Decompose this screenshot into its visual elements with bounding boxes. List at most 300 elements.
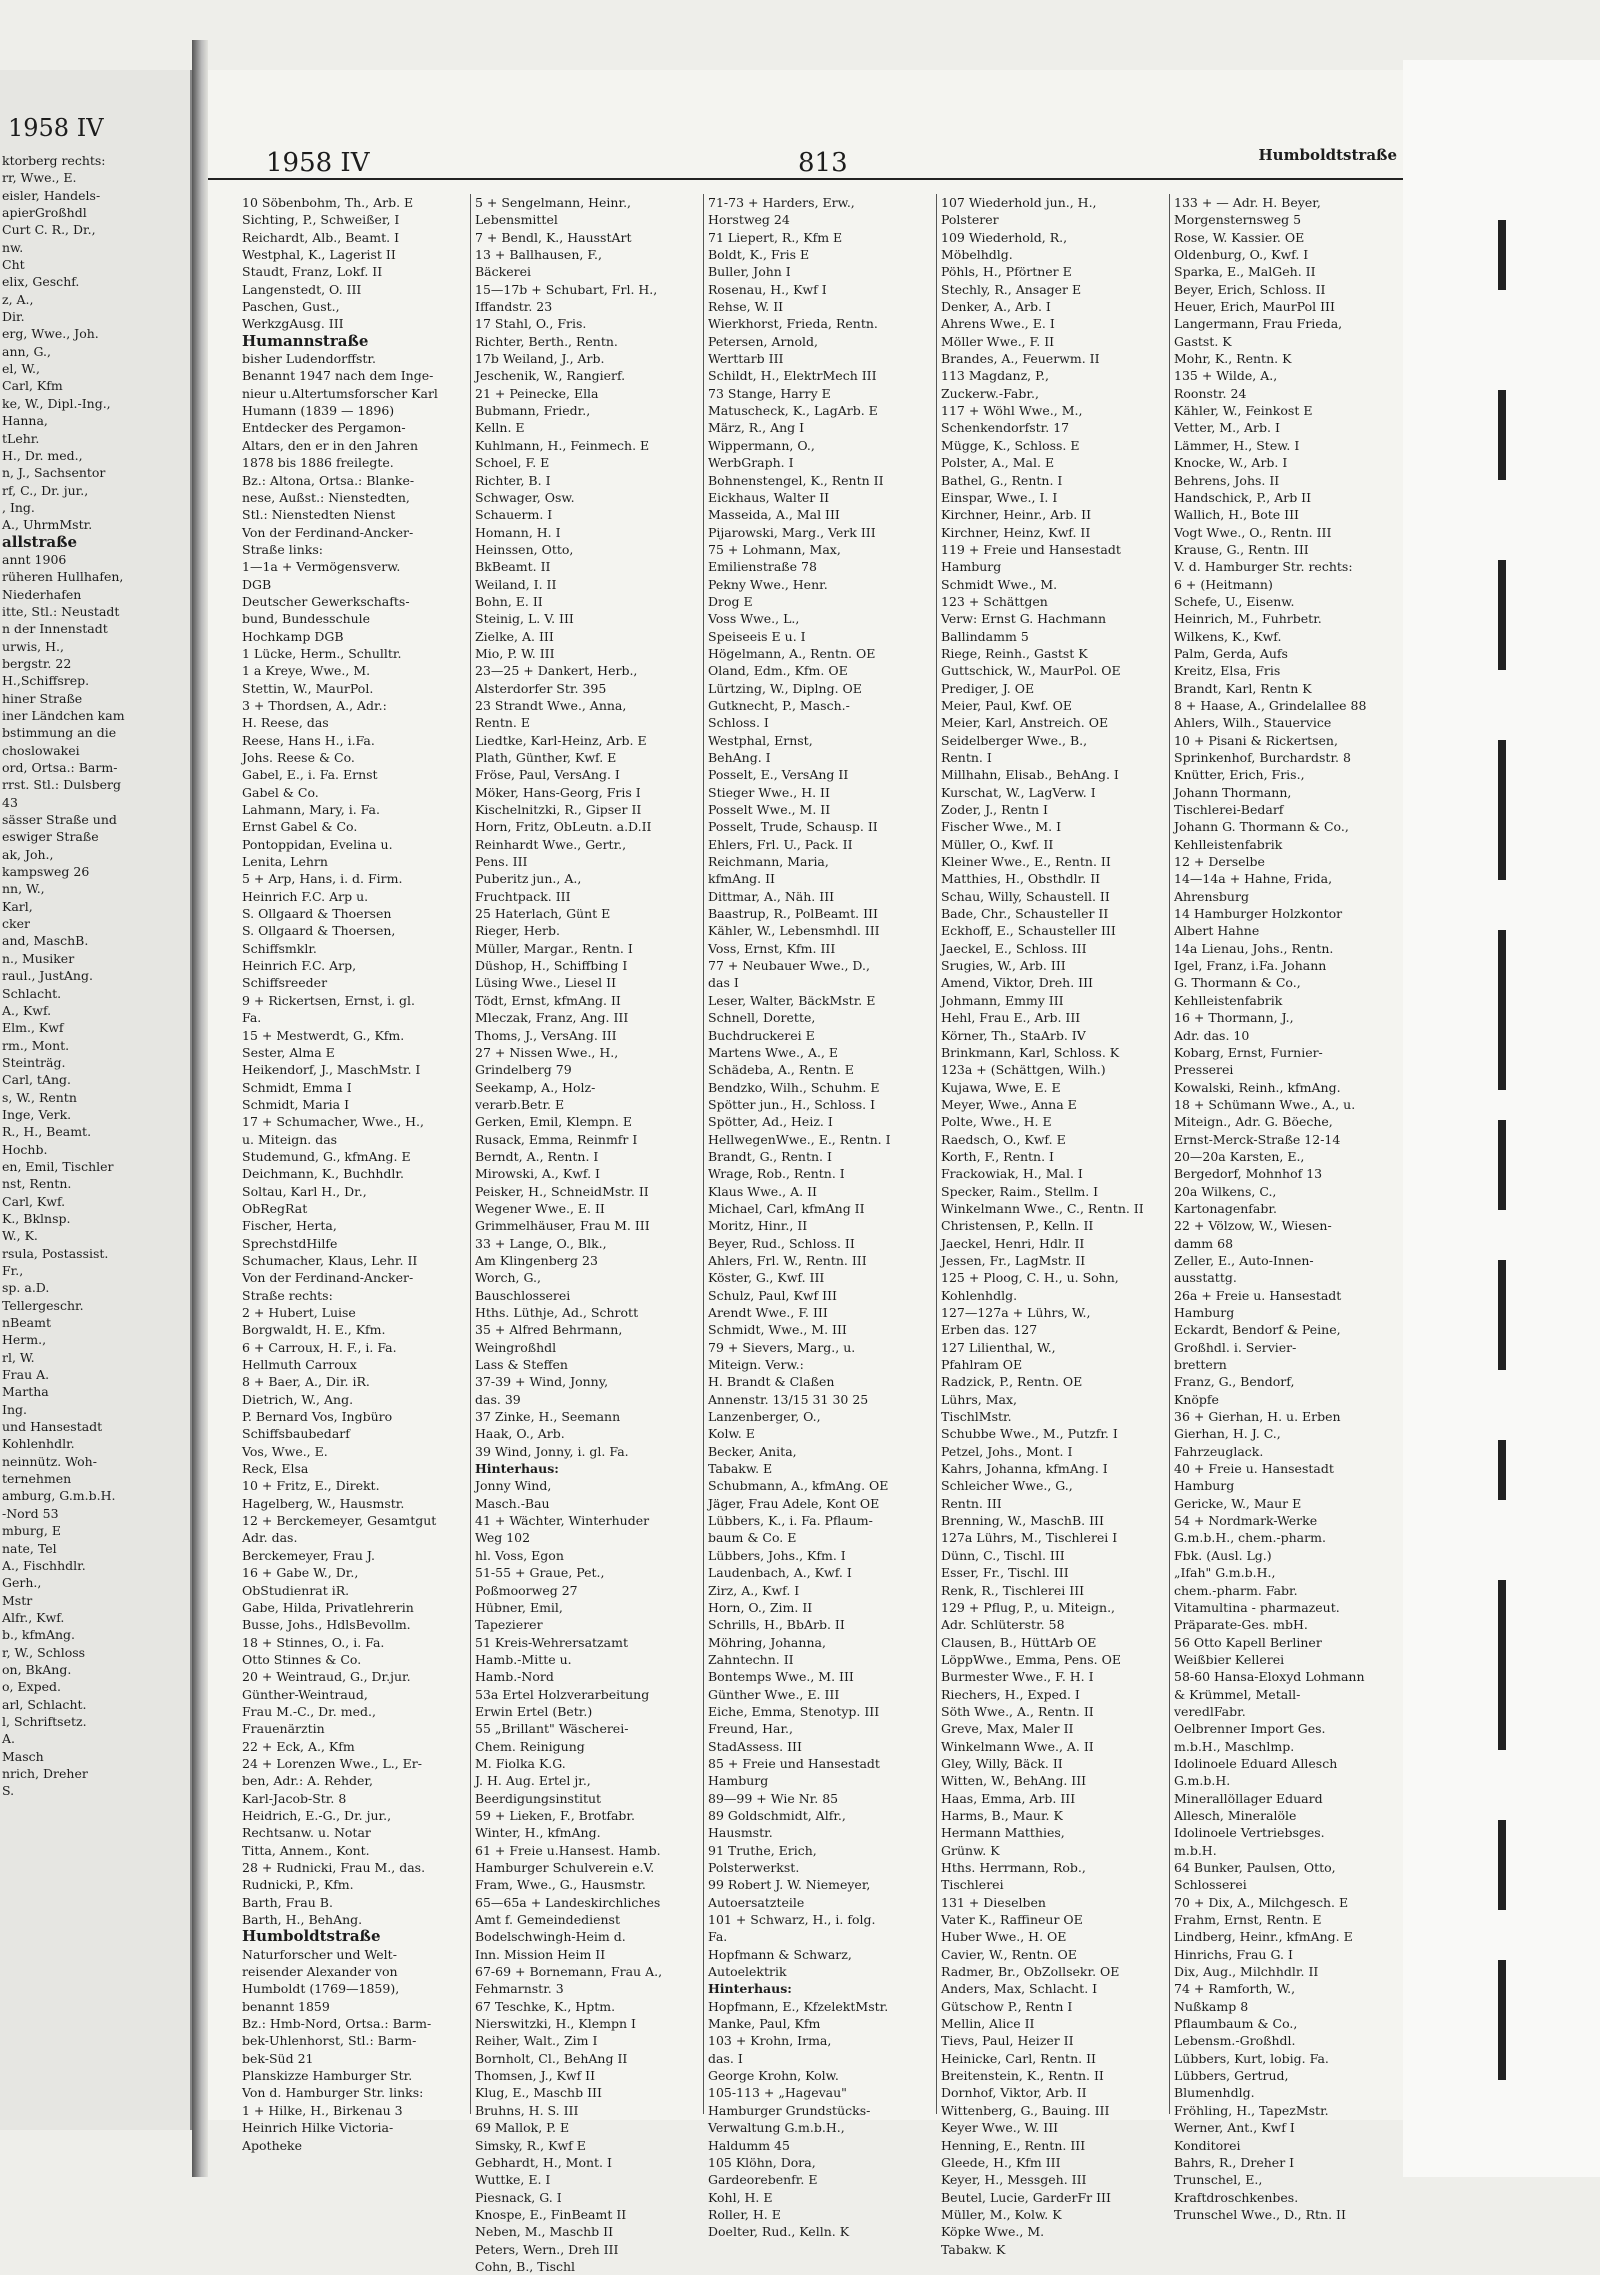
directory-page	[208, 70, 1403, 2274]
entry-line: Fröse, Paul, VersAng. I	[475, 767, 620, 783]
left-page-line: Ing.	[2, 1401, 27, 1417]
entry-line: Mio, P. W. III	[475, 645, 555, 661]
entry-line: 107 Wiederhold jun., H.,	[941, 195, 1097, 210]
entry-line: Beyer, Erich, Schloss. II	[1174, 281, 1326, 297]
entry-line: bek-Uhlenhorst, Stl.: Barm-	[242, 2033, 417, 2049]
entry-line: HellwegenWwe., E., Rentn. I	[708, 1131, 891, 1147]
entry-line: Peters, Wern., Dreh III	[475, 2241, 619, 2257]
left-page-line: Mstr	[2, 1592, 33, 1608]
left-page-line: rr, Wwe., E.	[2, 170, 77, 186]
left-page-line: Elm., Kwf	[2, 1020, 64, 1036]
entry-line: Liedtke, Karl-Heinz, Arb. E	[475, 732, 647, 748]
entry-line: Kolw. E	[708, 1426, 755, 1442]
entry-line: Köster, G., Kwf. III	[708, 1270, 825, 1286]
entry-line: Hamburg	[708, 1773, 769, 1789]
left-page-line: Dir.	[2, 309, 25, 325]
left-page-line: r, W., Schloss	[2, 1644, 86, 1660]
entry-line: Deutscher Gewerkschafts-	[242, 593, 410, 609]
entry-line: 75 + Lohmann, Max,	[708, 541, 841, 557]
left-page-line: eswiger Straße	[2, 829, 99, 845]
entry-line: 99 Robert J. W. Niemeyer,	[708, 1877, 871, 1893]
left-page-line: annt 1906	[2, 551, 67, 567]
left-page-line: Fr.,	[2, 1263, 24, 1278]
entry-line: Kleiner Wwe., E., Rentn. II	[941, 854, 1111, 870]
entry-line: Arendt Wwe., F. III	[708, 1305, 828, 1320]
entry-line: Keyer Wwe., W. III	[941, 2120, 1059, 2136]
entry-line: Matthies, H., Obsthdlr. II	[941, 871, 1101, 887]
entry-line: Knospe, E., FinBeamt II	[475, 2206, 627, 2222]
entry-line: Hths. Lüthje, Ad., Schrott	[475, 1305, 639, 1320]
entry-line: Stettin, W., MaurPol.	[242, 680, 374, 696]
left-page-line: on, BkAng.	[2, 1661, 72, 1677]
entry-line: Rentn. III	[941, 1495, 1002, 1511]
entry-line: Hamburger Grundstücks-	[708, 2102, 871, 2118]
entry-line: brettern	[1174, 1357, 1227, 1373]
entry-line: Mirowski, A., Kwf. I	[475, 1166, 600, 1182]
entry-line: Högelmann, A., Rentn. OE	[708, 645, 876, 661]
entry-line: Am Klingenberg 23	[475, 1252, 598, 1268]
entry-line: Zielke, A. III	[475, 628, 554, 644]
left-page-line: en, Emil, Tischler	[2, 1158, 114, 1174]
entry-line: Weg 102	[475, 1530, 531, 1546]
entry-line: Schwager, Osw.	[475, 489, 575, 505]
header-year: 1958 IV	[266, 148, 370, 178]
entry-line: Gabel, E., i. Fa. Ernst	[242, 767, 378, 783]
entry-line: 1 Lücke, Herm., Schulltr.	[242, 645, 402, 661]
entry-line: Schildt, H., ElektrMech III	[708, 368, 877, 384]
entry-line: Minerallöllager Eduard	[1174, 1790, 1323, 1806]
entry-line: Berndt, A., Rentn. I	[475, 1148, 599, 1164]
entry-line: Homann, H. I	[475, 524, 561, 540]
entry-line: Gebhardt, H., Mont. I	[475, 2154, 612, 2170]
entry-line: Adr. Schlüterstr. 58	[941, 1617, 1065, 1633]
left-page-line: apierGroßhdl	[2, 205, 87, 221]
left-page-line: Martha	[2, 1384, 49, 1400]
entry-line: ObRegRat	[242, 1200, 308, 1216]
left-page-line: Hanna,	[2, 413, 48, 429]
entry-line: Frauenärztin	[242, 1721, 325, 1737]
entry-line: Hamburger Schulverein e.V.	[475, 1860, 655, 1875]
entry-line: Ehlers, Frl. U., Pack. II	[708, 836, 853, 852]
entry-line: Radmer, Br., ObZollsekr. OE	[941, 1964, 1120, 1980]
left-page-line: ktorberg rechts:	[2, 153, 106, 168]
entry-line: Busse, Johs., HdlsBevollm.	[242, 1617, 411, 1633]
entry-line: Spötter jun., H., Schloss. I	[708, 1096, 876, 1112]
left-page-line: raul., JustAng.	[2, 968, 93, 984]
entry-line: Erwin Ertel (Betr.)	[475, 1703, 593, 1719]
entry-line: 28 + Rudnicki, Frau M., das.	[242, 1860, 426, 1875]
entry-line: Manke, Paul, Kfm	[708, 2016, 821, 2032]
entry-line: Von der Ferdinand-Ancker-	[242, 524, 414, 540]
entry-line: 89 Goldschmidt, Alfr.,	[708, 1807, 846, 1823]
left-page-line: Niederhafen	[2, 586, 82, 602]
entry-line: Grindelberg 79	[475, 1062, 572, 1078]
entry-line: Düshop, H., Schiffbing I	[475, 958, 628, 974]
entry-line: Cavier, W., Rentn. OE	[941, 1946, 1077, 1962]
left-page-line: erg, Wwe., Joh.	[2, 326, 99, 342]
left-page-line: rüheren Hullhafen,	[2, 569, 124, 585]
entry-line: 17 Stahl, O., Fris.	[475, 316, 587, 332]
entry-line: 119 + Freie und Hansestadt	[941, 541, 1121, 557]
entry-line: verarb.Betr. E	[475, 1096, 565, 1112]
entry-line: 70 + Dix, A., Milchgesch. E	[1174, 1894, 1349, 1910]
entry-line: Clausen, B., HüttArb OE	[941, 1634, 1097, 1650]
entry-line: Ernst Gabel & Co.	[242, 819, 358, 835]
entry-line: 39 Wind, Jonny, i. gl. Fa.	[475, 1443, 629, 1459]
left-page-line: Inge, Verk.	[2, 1106, 72, 1122]
entry-line: 89—99 + Wie Nr. 85	[708, 1790, 839, 1806]
left-page-line: Cht	[2, 257, 25, 273]
entry-line: 105-113 + „Hagevau"	[708, 2085, 847, 2101]
entry-line: Frackowiak, H., Mal. I	[941, 1166, 1083, 1182]
entry-line: 16 + Gabe W., Dr.,	[242, 1565, 359, 1581]
entry-line: Voss Wwe., L.,	[708, 611, 800, 627]
left-page-line: Carl, Kwf.	[2, 1193, 66, 1209]
entry-line: Tabakw. E	[708, 1461, 773, 1477]
left-page-line: Schlacht.	[2, 985, 62, 1001]
entry-line: Heikendorf, J., MaschMstr. I	[242, 1062, 421, 1078]
entry-line: Idolinoele Vertriebsges.	[1174, 1825, 1325, 1841]
entry-line: Wippermann, O.,	[708, 437, 815, 453]
header-street: Humboldtstraße	[1258, 146, 1397, 164]
entry-line: Bodelschwingh-Heim d.	[475, 1929, 626, 1945]
left-page-line: , Ing.	[2, 499, 35, 515]
entry-line: Buller, John I	[708, 264, 791, 280]
entry-line: das. I	[708, 2050, 743, 2066]
entry-line: Gierhan, H. J. C.,	[1174, 1426, 1281, 1442]
entry-line: 26a + Freie u. Hansestadt	[1174, 1287, 1342, 1303]
entry-line: 3 + Thordsen, A., Adr.:	[242, 697, 387, 713]
entry-line: Puberitz jun., A.,	[475, 871, 582, 887]
entry-line: 20—20a Karsten, E.,	[1174, 1148, 1305, 1164]
left-page-line: sp. a.D.	[2, 1280, 50, 1296]
entry-line: Bohnenstengel, K., Rentn II	[708, 472, 884, 488]
entry-line: Jaeckel, E., Schloss. III	[941, 940, 1087, 956]
entry-line: Spötter, Ad., Heiz. I	[708, 1114, 833, 1130]
left-page-line: nst, Rentn.	[2, 1176, 72, 1192]
entry-line: Anders, Max, Schlacht. I	[941, 1981, 1098, 1997]
entry-line: 79 + Sievers, Marg., u.	[708, 1339, 856, 1355]
entry-line: Knütter, Erich, Fris.,	[1174, 767, 1305, 783]
entry-line: 18 + Stinnes, O., i. Fa.	[242, 1634, 385, 1650]
entry-line: Hermann Matthies,	[941, 1825, 1065, 1841]
entry-line: 65—65a + Landeskirchliches	[475, 1894, 661, 1910]
entry-line: Beerdigungsinstitut	[475, 1790, 602, 1806]
entry-line: Zoder, J., Rentn I	[941, 802, 1048, 818]
left-page-line: Steinträg.	[2, 1054, 66, 1070]
entry-line: Voss, Ernst, Kfm. III	[708, 940, 836, 956]
left-page-line: neinnütz. Woh-	[2, 1453, 97, 1469]
entry-line: Lanzenberger, O.,	[708, 1409, 821, 1425]
entry-line: 125 + Ploog, C. H., u. Sohn,	[941, 1270, 1119, 1286]
entry-line: Laudenbach, A., Kwf. I	[708, 1565, 852, 1581]
entry-line: Hinterhaus:	[475, 1461, 559, 1477]
left-page-line: tLehr.	[2, 430, 40, 446]
entry-line: 15 + Mestwerdt, G., Kfm.	[242, 1027, 405, 1043]
entry-line: 21 + Peinecke, Ella	[475, 385, 599, 401]
entry-line: Klug, E., Maschb III	[475, 2085, 602, 2101]
entry-line: 36 + Gierhan, H. u. Erben	[1174, 1409, 1341, 1425]
entry-line: Lüsing Wwe., Liesel II	[475, 975, 617, 991]
entry-line: Srugies, W., Arb. III	[941, 958, 1066, 974]
entry-line: Rentn. E	[475, 715, 531, 731]
entry-line: Humann (1839 — 1896)	[242, 403, 395, 419]
entry-line: Winter, H., kfmAng.	[475, 1825, 601, 1841]
entry-line: Vitamultina - pharmazeut.	[1174, 1599, 1340, 1615]
entry-line: Mleczak, Franz, Ang. III	[475, 1010, 629, 1026]
left-page-line: el, W.,	[2, 361, 40, 377]
entry-line: Straße links:	[242, 541, 323, 557]
entry-line: Meier, Paul, Kwf. OE	[941, 697, 1072, 713]
entry-line: Gley, Willy, Bäck. II	[941, 1755, 1063, 1771]
entry-line: Ahrens Wwe., E. I	[941, 316, 1055, 332]
entry-line: Berckemeyer, Frau J.	[242, 1547, 375, 1563]
entry-line: Brenning, W., MaschB. III	[941, 1513, 1104, 1529]
entry-line: Poßmoorweg 27	[475, 1582, 578, 1598]
entry-line: Brinkmann, Karl, Schloss. K	[941, 1044, 1120, 1060]
entry-line: Ahrensburg	[1174, 888, 1249, 904]
entry-line: Peisker, H., SchneidMstr. II	[475, 1183, 649, 1199]
entry-line: Schlosserei	[1174, 1877, 1247, 1893]
entry-line: Lämmer, H., Stew. I	[1174, 437, 1300, 453]
entry-line: 55 „Brillant" Wäscherei-	[475, 1721, 629, 1737]
entry-line: Zahntechn. II	[708, 1651, 794, 1667]
entry-line: Altars, den er in den Jahren	[242, 437, 418, 453]
entry-line: Behrens, Johs. II	[1174, 472, 1280, 488]
entry-line: Masseida, A., Mal III	[708, 507, 840, 523]
entry-line: Barth, Frau B.	[242, 1894, 333, 1910]
entry-line: 5 + Arp, Hans, i. d. Firm.	[242, 871, 403, 887]
entry-line: Martens Wwe., A., E	[708, 1044, 839, 1060]
entry-line: G. Thormann & Co.,	[1174, 975, 1301, 991]
entry-line: 91 Truthe, Erich,	[708, 1842, 817, 1858]
left-page-line: Alfr., Kwf.	[2, 1609, 65, 1625]
entry-line: Richter, B. I	[475, 472, 551, 488]
entry-line: Wegener Wwe., E. II	[475, 1200, 605, 1216]
column-1	[238, 194, 471, 2153]
left-page-line: Masch	[2, 1748, 44, 1764]
entry-line: Heinssen, Otto,	[475, 541, 574, 557]
entry-line: 6 + Carroux, H. F., i. Fa.	[242, 1339, 397, 1355]
entry-line: Gutknecht, P., Masch.-	[708, 697, 850, 713]
entry-line: Wilkens, K., Kwf.	[1174, 628, 1282, 644]
entry-line: Handschick, P., Arb II	[1174, 489, 1312, 505]
entry-line: Posselt Wwe., M. II	[708, 802, 831, 818]
entry-line: baum & Co. E	[708, 1530, 797, 1546]
entry-line: Fbk. (Ausl. Lg.)	[1174, 1547, 1272, 1563]
left-page-line: eisler, Handels-	[2, 187, 101, 203]
entry-line: Lass & Steffen	[475, 1357, 568, 1373]
entry-line: Amt f. Gemeindedienst	[475, 1912, 620, 1928]
left-page-line: z, A.,	[2, 291, 34, 307]
left-page-line: A., Fischhdlr.	[2, 1557, 86, 1573]
entry-line: nese, Außst.: Nienstedten,	[242, 489, 410, 505]
entry-line: Fram, Wwe., G., Hausmstr.	[475, 1877, 646, 1893]
entry-line: Brandt, G., Rentn. I	[708, 1148, 832, 1164]
entry-line: 59 + Lieken, F., Brotfabr.	[475, 1807, 636, 1823]
entry-line: Krause, G., Rentn. III	[1174, 541, 1309, 557]
entry-line: das I	[708, 975, 739, 991]
entry-line: Kujawa, Wwe, E. E	[941, 1079, 1061, 1095]
entry-line: Polsterer	[941, 212, 999, 228]
book-gutter	[192, 40, 208, 2177]
entry-line: Bz.: Hmb-Nord, Ortsa.: Barm-	[242, 2016, 432, 2032]
entry-line: Lürtzing, W., Diplng. OE	[708, 680, 862, 696]
entry-line: Fa.	[708, 1929, 728, 1945]
entry-line: Söth Wwe., A., Rentn. II	[941, 1703, 1094, 1719]
entry-line: Hinrichs, Frau G. I	[1174, 1946, 1293, 1962]
entry-line: Guttschick, W., MaurPol. OE	[941, 663, 1121, 679]
entry-line: Kahrs, Johanna, kfmAng. I	[941, 1461, 1108, 1477]
entry-line: Bergedorf, Mohnhof 13	[1174, 1166, 1323, 1182]
entry-line: Möker, Hans-Georg, Fris I	[475, 784, 641, 800]
column-3	[704, 194, 937, 2240]
entry-line: Fischer Wwe., M. I	[941, 819, 1062, 835]
entry-line: Beutel, Lucie, GarderFr III	[941, 2189, 1111, 2205]
entry-line: Schiffsreeder	[242, 975, 328, 991]
entry-line: Zuckerw.-Fabr.,	[941, 385, 1039, 401]
entry-line: 127a Lührs, M., Tischlerei I	[941, 1530, 1118, 1546]
entry-line: Schmidt, Emma I	[242, 1079, 352, 1095]
entry-line: Pekny Wwe., Henr.	[708, 576, 828, 592]
entry-line: Inn. Mission Heim II	[475, 1946, 606, 1962]
entry-line: Tabakw. K	[941, 2241, 1006, 2257]
entry-line: m.b.H.	[1174, 1842, 1217, 1858]
entry-line: Verwaltung G.m.b.H.,	[708, 2120, 845, 2136]
entry-line: 74 + Ramforth, W.,	[1174, 1981, 1296, 1997]
entry-line: Pijarowski, Marg., Verk III	[708, 524, 876, 540]
entry-line: Wuttke, E. I	[475, 2172, 551, 2188]
entry-line: TischlMstr.	[941, 1409, 1012, 1425]
entry-line: Dix, Aug., Milchhdlr. II	[1174, 1964, 1319, 1980]
entry-line: Bontemps Wwe., M. III	[708, 1669, 854, 1685]
entry-line: 117 + Wöhl Wwe., M.,	[941, 403, 1083, 419]
entry-line: Schiffsmklr.	[242, 940, 317, 956]
entry-line: Heinrich, M., Fuhrbetr.	[1174, 611, 1322, 627]
entry-line: 123a + (Schättgen, Wilh.)	[941, 1062, 1106, 1078]
entry-line: Von d. Hamburger Str. links:	[242, 2085, 424, 2101]
entry-line: Renk, R., Tischlerei III	[941, 1582, 1085, 1598]
entry-line: 51 Kreis-Wehrersatzamt	[475, 1634, 628, 1650]
entry-line: Kähler, W., Lebensmhdl. III	[708, 923, 880, 939]
entry-line: Schubmann, A., kfmAng. OE	[708, 1478, 889, 1494]
entry-line: Schau, Willy, Schaustell. II	[941, 888, 1110, 904]
entry-line: Rudnicki, P., Kfm.	[242, 1877, 354, 1893]
entry-line: Müller, O., Kwf. II	[941, 836, 1054, 852]
entry-line: Rosenau, H., Kwf I	[708, 281, 827, 297]
entry-line: Mügge, K., Schloss. E	[941, 437, 1080, 453]
entry-line: Westphal, K., Lagerist II	[242, 247, 396, 263]
entry-line: Neben, M., Maschb II	[475, 2224, 614, 2240]
left-facing-page	[0, 70, 192, 2130]
entry-line: Specker, Raim., Stellm. I	[941, 1183, 1099, 1199]
entry-line: Johann G. Thormann & Co.,	[1174, 819, 1349, 835]
entry-line: Igel, Franz, i.Fa. Johann	[1174, 958, 1327, 974]
left-page-line: sässer Straße und	[2, 812, 117, 828]
entry-line: Prediger, J. OE	[941, 680, 1035, 696]
entry-line: Vos, Wwe., E.	[242, 1443, 328, 1459]
entry-line: März, R., Ang I	[708, 420, 805, 436]
entry-line: Reichmann, Maria,	[708, 854, 829, 870]
entry-line: Wrage, Rob., Rentn. I	[708, 1166, 845, 1182]
entry-line: Rentn. I	[941, 750, 992, 765]
left-page-line: nrich, Dreher	[2, 1765, 88, 1781]
entry-line: Kirchner, Heinr., Arb. II	[941, 507, 1092, 523]
entry-line: Horn, O., Zim. II	[708, 1599, 813, 1615]
entry-line: StadAssess. III	[708, 1738, 802, 1754]
entry-line: 35 + Alfred Behrmann,	[475, 1322, 623, 1338]
entry-line: Pfahlram OE	[941, 1357, 1023, 1373]
entry-line: Stl.: Nienstedten Nienst	[242, 507, 396, 523]
entry-line: Roller, H. E	[708, 2206, 781, 2222]
left-page-line: s, W., Rentn	[2, 1089, 77, 1105]
entry-line: Kelln. E	[475, 420, 525, 436]
entry-line: Jessen, Fr., LagMstr. II	[941, 1252, 1086, 1268]
entry-line: 131 + Dieselben	[941, 1894, 1046, 1910]
left-page-line: A., Kwf.	[2, 1002, 52, 1018]
entry-line: Bruhns, H. S. III	[475, 2102, 579, 2118]
entry-line: Huber Wwe., H. OE	[941, 1929, 1067, 1945]
entry-line: Emilienstraße 78	[708, 559, 817, 575]
entry-line: Zeller, E., Auto-Innen-	[1174, 1252, 1314, 1268]
left-page-line: iner Ländchen kam	[2, 708, 125, 723]
entry-line: Lübbers, Gertrud,	[1174, 2068, 1289, 2084]
entry-line: Idolinoele Eduard Allesch	[1174, 1755, 1338, 1771]
entry-line: 101 + Schwarz, H., i. folg.	[708, 1912, 876, 1928]
entry-line: 109 Wiederhold, R.,	[941, 229, 1068, 245]
entry-line: G.m.b.H., chem.-pharm.	[1174, 1530, 1326, 1546]
left-page-line: b., kfmAng.	[2, 1627, 76, 1643]
left-page-line: mburg, E	[2, 1523, 61, 1539]
entry-line: Dittmar, A., Näh. III	[708, 888, 835, 904]
entry-line: Raedsch, O., Kwf. E	[941, 1131, 1066, 1147]
entry-line: 27 + Nissen Wwe., H.,	[475, 1044, 619, 1060]
entry-line: Albert Hahne	[1174, 923, 1260, 939]
entry-line: Trunschel Wwe., D., Rtn. II	[1174, 2206, 1346, 2222]
entry-line: Haldumm 45	[708, 2137, 790, 2153]
left-page-line: H., Dr. med.,	[2, 447, 83, 463]
entry-line: Thomsen, J., Kwf II	[475, 2068, 596, 2084]
entry-line: Dornhof, Viktor, Arb. II	[941, 2085, 1087, 2101]
entry-line: Petzel, Johs., Mont. I	[941, 1443, 1073, 1459]
entry-line: Blumenhdlg.	[1174, 2085, 1255, 2101]
entry-line: 23—25 + Dankert, Herb.,	[475, 663, 638, 679]
entry-line: 69 Mallok, P. E	[475, 2120, 570, 2136]
entry-line: 129 + Pflug, P., u. Miteign.,	[941, 1599, 1116, 1615]
entry-line: Präparate-Ges. mbH.	[1174, 1617, 1308, 1633]
entry-line: Allesch, Mineralöle	[1174, 1807, 1297, 1823]
entry-line: Barth, H., BehAng.	[242, 1912, 363, 1928]
entry-line: Rechtsanw. u. Notar	[242, 1825, 371, 1841]
entry-line: Adr. das. 10	[1174, 1027, 1250, 1043]
entry-line: Langermann, Frau Frieda,	[1174, 316, 1343, 332]
entry-line: Entdecker des Pergamon-	[242, 420, 406, 436]
entry-line: DGB	[242, 576, 272, 592]
entry-line: Zirz, A., Kwf. I	[708, 1582, 800, 1598]
entry-line: Trunschel, E.,	[1174, 2172, 1263, 2188]
page-header	[208, 142, 1403, 180]
entry-line: J. H. Aug. Ertel jr.,	[475, 1773, 591, 1789]
entry-line: 58-60 Hansa-Eloxyd Lohmann	[1174, 1669, 1365, 1685]
entry-line: Schoel, F. E	[475, 455, 550, 471]
entry-line: Westphal, Ernst,	[708, 732, 813, 748]
left-page-line: A., UhrmMstr.	[2, 517, 93, 533]
entry-line: Gütschow P., Rentn I	[941, 1998, 1073, 2014]
entry-line: Masch.-Bau	[475, 1495, 550, 1511]
entry-line: Rose, W. Kassier. OE	[1174, 229, 1305, 245]
entry-line: Sprinkenhof, Burchardstr. 8	[1174, 750, 1351, 765]
entry-line: reisender Alexander von	[242, 1964, 398, 1980]
